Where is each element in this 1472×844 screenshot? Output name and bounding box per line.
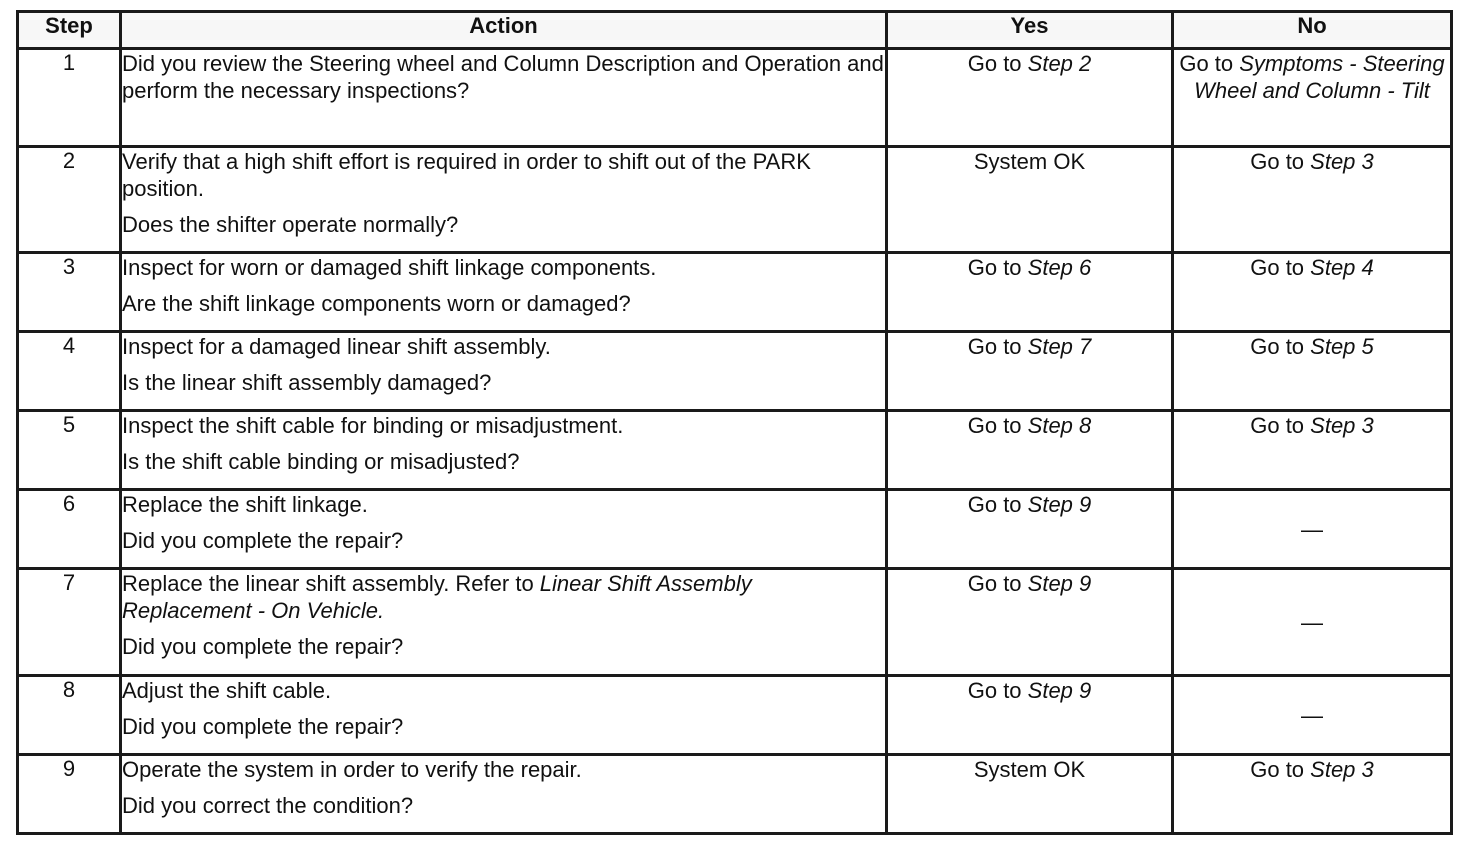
action-lead: Replace the linear shift assembly. Refer to [122, 571, 540, 596]
table-row [18, 676, 1452, 755]
action-text: Inspect for worn or damaged shift linkage components. [122, 255, 657, 280]
step-number: 1 [18, 49, 121, 147]
no-cell [1173, 332, 1452, 411]
yes-prefix: Go to [967, 492, 1028, 517]
no-cell [1173, 755, 1452, 834]
yes-cell [887, 411, 1173, 490]
action-question: Does the shifter operate normally? [122, 212, 459, 237]
header-action: Action [121, 12, 887, 49]
yes-prefix: Go to [967, 678, 1028, 703]
no-prefix: Go to [1179, 51, 1240, 76]
step-number: 5 [18, 411, 121, 490]
action-cell [121, 569, 887, 676]
yes-step-link[interactable]: Step 6 [1027, 255, 1092, 280]
header-step: Step [18, 12, 121, 49]
action-question: Is the linear shift assembly damaged? [122, 370, 492, 395]
no-step-link[interactable]: Step 5 [1310, 334, 1374, 359]
no-cell-empty: — [1173, 490, 1452, 569]
no-cell-empty: — [1173, 569, 1452, 676]
header-no: No [1173, 12, 1452, 49]
action-text: Verify that a high shift effort is required in order to shift out of the PARK position. [122, 149, 811, 201]
no-step-link[interactable]: Step 3 [1310, 149, 1374, 174]
action-question: Did you correct the condition? [122, 793, 414, 818]
action-cell [121, 676, 887, 755]
step-number: 8 [18, 676, 121, 755]
table-row [18, 490, 1452, 569]
yes-step-link[interactable]: Step 8 [1027, 413, 1092, 438]
no-cell [1173, 49, 1452, 147]
action-text: Operate the system in order to verify the repair. [122, 757, 582, 782]
no-cell [1173, 253, 1452, 332]
no-cell [1173, 147, 1452, 253]
step-number: 7 [18, 569, 121, 676]
action-tail: . [377, 598, 385, 623]
action-text [122, 570, 885, 624]
no-prefix: Go to [1250, 255, 1311, 280]
step-number: 6 [18, 490, 121, 569]
header-row [18, 12, 1452, 49]
yes-step-link[interactable]: Step 2 [1027, 51, 1092, 76]
action-text: Adjust the shift cable. [122, 678, 332, 703]
yes-step-link[interactable]: Step 7 [1027, 334, 1092, 359]
no-prefix: Go to [1250, 413, 1311, 438]
yes-step-link[interactable]: Step 9 [1027, 571, 1092, 596]
no-prefix: Go to [1250, 149, 1311, 174]
action-question: Did you complete the repair? [122, 528, 404, 553]
action-text: Inspect the shift cable for binding or misadjustment. [122, 413, 624, 438]
yes-cell [887, 332, 1173, 411]
table-row [18, 411, 1452, 490]
yes-prefix: Go to [967, 255, 1028, 280]
yes-cell [887, 49, 1173, 147]
table-row [18, 332, 1452, 411]
no-symptoms-link[interactable]: Symptoms - Steering Wheel and Column - Tilt [1194, 51, 1445, 103]
no-step-link[interactable]: Step 3 [1310, 757, 1374, 782]
yes-cell [887, 253, 1173, 332]
table-row [18, 569, 1452, 676]
no-step-link[interactable]: Step 4 [1310, 255, 1374, 280]
no-step-link[interactable]: Step 3 [1310, 413, 1374, 438]
action-question: Are the shift linkage components worn or damaged? [122, 291, 631, 316]
action-cell [121, 253, 887, 332]
step-number: 3 [18, 253, 121, 332]
header-yes: Yes [887, 12, 1173, 49]
table-row [18, 147, 1452, 253]
action-text: Replace the shift linkage. [122, 492, 368, 517]
step-number: 9 [18, 755, 121, 834]
action-text: Did you review the Steering wheel and Column Description and Operation and perform the necessary inspections? [122, 51, 884, 103]
table-row [18, 49, 1452, 147]
yes-prefix: Go to [967, 571, 1028, 596]
no-cell-empty: — [1173, 676, 1452, 755]
yes-cell [887, 490, 1173, 569]
action-cell [121, 332, 887, 411]
yes-cell [887, 676, 1173, 755]
action-question: Did you complete the repair? [122, 714, 404, 739]
yes-cell: System OK [887, 755, 1173, 834]
action-cell [121, 49, 887, 147]
action-cell [121, 490, 887, 569]
action-cell [121, 411, 887, 490]
yes-cell: System OK [887, 147, 1173, 253]
yes-prefix: Go to [967, 413, 1028, 438]
no-prefix: Go to [1250, 334, 1311, 359]
yes-prefix: Go to [967, 334, 1028, 359]
no-prefix: Go to [1250, 757, 1311, 782]
yes-step-link[interactable]: Step 9 [1027, 678, 1092, 703]
step-number: 4 [18, 332, 121, 411]
yes-prefix: Go to [967, 51, 1028, 76]
action-cell [121, 755, 887, 834]
procedure-link[interactable]: Linear Shift Assembly Replacement - On Vehicle [122, 571, 752, 623]
action-text: Inspect for a damaged linear shift assembly. [122, 334, 551, 359]
diagnostic-table [16, 10, 1453, 835]
action-cell [121, 147, 887, 253]
yes-cell [887, 569, 1173, 676]
yes-step-link[interactable]: Step 9 [1027, 492, 1092, 517]
action-question: Is the shift cable binding or misadjusted? [122, 449, 520, 474]
table-row [18, 755, 1452, 834]
action-question: Did you complete the repair? [122, 634, 404, 659]
step-number: 2 [18, 147, 121, 253]
table-row [18, 253, 1452, 332]
no-cell [1173, 411, 1452, 490]
